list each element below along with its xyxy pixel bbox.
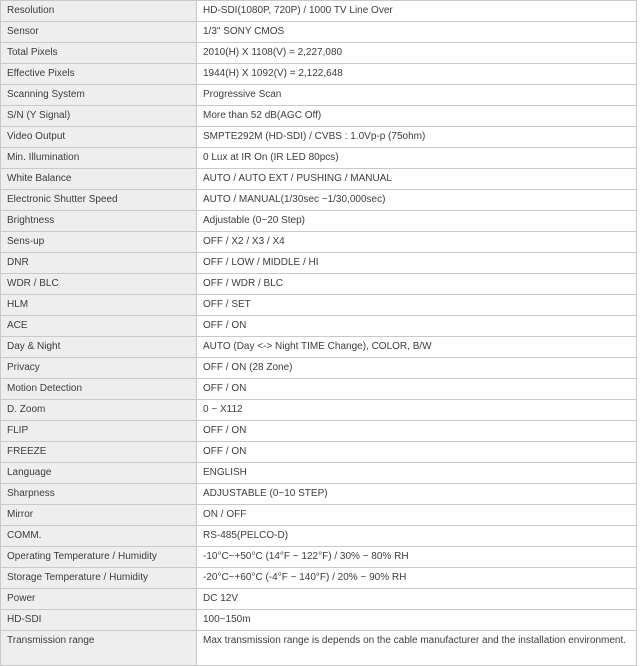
- spec-label: Operating Temperature / Humidity: [1, 547, 197, 568]
- spec-label: Effective Pixels: [1, 64, 197, 85]
- spec-row-sharpness: [1, 484, 637, 505]
- spec-row-freeze: [1, 442, 637, 463]
- spec-row-ace: [1, 316, 637, 337]
- spec-value: AUTO (Day <-> Night TIME Change), COLOR, B/W: [197, 337, 637, 358]
- spec-row-transmission-range: [1, 631, 637, 666]
- spec-label: Scanning System: [1, 85, 197, 106]
- spec-value: RS-485(PELCO-D): [197, 526, 637, 547]
- spec-row-d-zoom: [1, 400, 637, 421]
- spec-row-storage-temperature: [1, 568, 637, 589]
- spec-label: Min. Illumination: [1, 148, 197, 169]
- spec-label: FREEZE: [1, 442, 197, 463]
- spec-row-wdr-blc: [1, 274, 637, 295]
- spec-row-sn-ratio: [1, 106, 637, 127]
- spec-label: White Balance: [1, 169, 197, 190]
- spec-value: OFF / ON: [197, 379, 637, 400]
- spec-label: DNR: [1, 253, 197, 274]
- spec-row-resolution: [1, 1, 637, 22]
- spec-label: Sharpness: [1, 484, 197, 505]
- spec-value: -10°C~+50°C (14°F ~ 122°F) / 30% ~ 80% RH: [197, 547, 637, 568]
- spec-row-hd-sdi: [1, 610, 637, 631]
- spec-value: 1/3" SONY CMOS: [197, 22, 637, 43]
- spec-row-video-output: [1, 127, 637, 148]
- spec-value: -20°C~+60°C (-4°F ~ 140°F) / 20% ~ 90% RH: [197, 568, 637, 589]
- spec-value: OFF / ON: [197, 316, 637, 337]
- spec-label: Language: [1, 463, 197, 484]
- spec-value: OFF / X2 / X3 / X4: [197, 232, 637, 253]
- spec-label: COMM.: [1, 526, 197, 547]
- spec-label: Power: [1, 589, 197, 610]
- spec-label: Resolution: [1, 1, 197, 22]
- spec-value: AUTO / MANUAL(1/30sec ~1/30,000sec): [197, 190, 637, 211]
- spec-value: Max transmission range is depends on the cable manufacturer and the installation environment.: [197, 631, 637, 666]
- spec-label: Video Output: [1, 127, 197, 148]
- spec-row-hlm: [1, 295, 637, 316]
- spec-row-operating-temperature: [1, 547, 637, 568]
- spec-row-white-balance: [1, 169, 637, 190]
- spec-row-total-pixels: [1, 43, 637, 64]
- spec-label: HLM: [1, 295, 197, 316]
- spec-value: OFF / WDR / BLC: [197, 274, 637, 295]
- spec-value: ENGLISH: [197, 463, 637, 484]
- spec-value: 2010(H) X 1108(V) = 2,227,080: [197, 43, 637, 64]
- spec-value: 0 ~ X112: [197, 400, 637, 421]
- spec-row-flip: [1, 421, 637, 442]
- spec-value: OFF / SET: [197, 295, 637, 316]
- spec-label: Motion Detection: [1, 379, 197, 400]
- spec-value: AUTO / AUTO EXT / PUSHING / MANUAL: [197, 169, 637, 190]
- spec-label: Electronic Shutter Speed: [1, 190, 197, 211]
- spec-label: Sensor: [1, 22, 197, 43]
- spec-row-shutter-speed: [1, 190, 637, 211]
- spec-label: Brightness: [1, 211, 197, 232]
- spec-value: SMPTE292M (HD-SDI) / CVBS : 1.0Vp-p (75ohm): [197, 127, 637, 148]
- spec-label: HD-SDI: [1, 610, 197, 631]
- spec-value: DC 12V: [197, 589, 637, 610]
- spec-label: Total Pixels: [1, 43, 197, 64]
- spec-row-motion-detection: [1, 379, 637, 400]
- spec-row-brightness: [1, 211, 637, 232]
- spec-label: D. Zoom: [1, 400, 197, 421]
- spec-value: OFF / LOW / MIDDLE / HI: [197, 253, 637, 274]
- spec-row-min-illumination: [1, 148, 637, 169]
- spec-label: Mirror: [1, 505, 197, 526]
- spec-label: Transmission range: [1, 631, 197, 666]
- spec-label: Sens-up: [1, 232, 197, 253]
- spec-value: Progressive Scan: [197, 85, 637, 106]
- spec-row-power: [1, 589, 637, 610]
- spec-value: OFF / ON (28 Zone): [197, 358, 637, 379]
- spec-label: Privacy: [1, 358, 197, 379]
- spec-value: 100~150m: [197, 610, 637, 631]
- spec-value: HD-SDI(1080P, 720P) / 1000 TV Line Over: [197, 1, 637, 22]
- spec-label: Storage Temperature / Humidity: [1, 568, 197, 589]
- spec-row-day-night: [1, 337, 637, 358]
- spec-label: Day & Night: [1, 337, 197, 358]
- spec-row-sens-up: [1, 232, 637, 253]
- spec-value: More than 52 dB(AGC Off): [197, 106, 637, 127]
- spec-value: OFF / ON: [197, 421, 637, 442]
- spec-value: 0 Lux at IR On (IR LED 80pcs): [197, 148, 637, 169]
- spec-row-comm: [1, 526, 637, 547]
- spec-label: ACE: [1, 316, 197, 337]
- spec-row-sensor: [1, 22, 637, 43]
- spec-value: ADJUSTABLE (0~10 STEP): [197, 484, 637, 505]
- spec-value: OFF / ON: [197, 442, 637, 463]
- spec-label: S/N (Y Signal): [1, 106, 197, 127]
- spec-row-privacy: [1, 358, 637, 379]
- spec-value: 1944(H) X 1092(V) = 2,122,648: [197, 64, 637, 85]
- specifications-body: [1, 1, 637, 666]
- spec-value: Adjustable (0~20 Step): [197, 211, 637, 232]
- spec-row-scanning-system: [1, 85, 637, 106]
- spec-value: ON / OFF: [197, 505, 637, 526]
- spec-label: FLIP: [1, 421, 197, 442]
- spec-row-mirror: [1, 505, 637, 526]
- spec-row-effective-pixels: [1, 64, 637, 85]
- spec-row-language: [1, 463, 637, 484]
- spec-row-dnr: [1, 253, 637, 274]
- spec-label: WDR / BLC: [1, 274, 197, 295]
